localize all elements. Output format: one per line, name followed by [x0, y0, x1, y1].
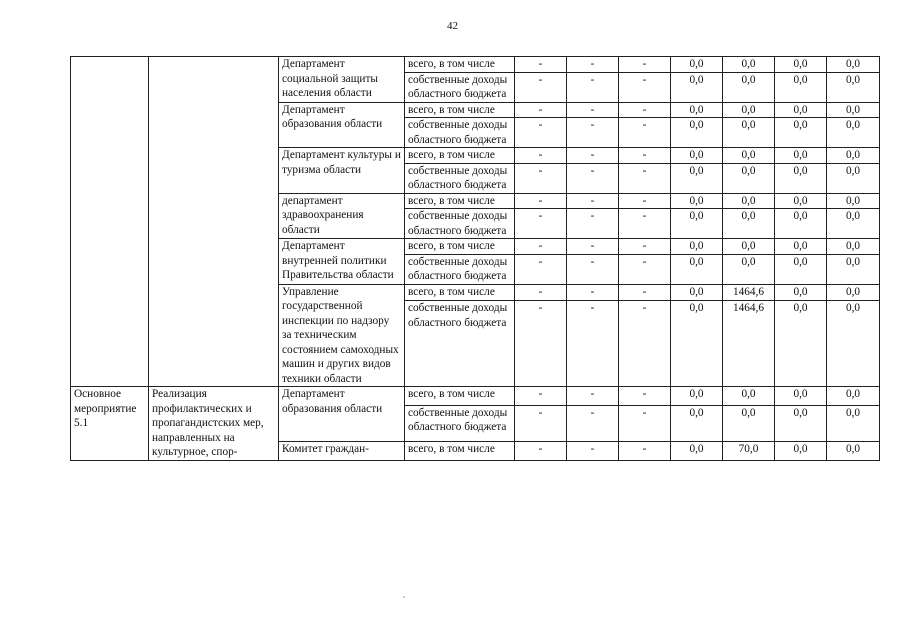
- value-cell: 0,0: [671, 387, 723, 406]
- value-cell: -: [619, 209, 671, 239]
- value-cell: -: [619, 301, 671, 387]
- value-cell: 0,0: [827, 193, 880, 209]
- value-cell: -: [619, 441, 671, 460]
- value-cell: 0,0: [775, 148, 827, 164]
- value-cell: -: [567, 163, 619, 193]
- department-cell: Управление государственной инспекции по надзору за техническим состоянием самоходных машин и других видов техники области: [279, 284, 405, 387]
- value-cell: 0,0: [827, 163, 880, 193]
- value-cell: 0,0: [827, 118, 880, 148]
- value-cell: 0,0: [775, 239, 827, 255]
- value-cell: -: [515, 118, 567, 148]
- value-cell: 0,0: [723, 254, 775, 284]
- value-cell: 0,0: [671, 148, 723, 164]
- source-own: собственные доходы областного бюджета: [405, 254, 515, 284]
- value-cell: -: [619, 239, 671, 255]
- value-cell: 0,0: [671, 441, 723, 460]
- value-cell: 0,0: [671, 163, 723, 193]
- scan-speck: [403, 596, 405, 598]
- source-total: всего, в том числе: [405, 148, 515, 164]
- value-cell: 0,0: [827, 405, 880, 441]
- department-cell: Департамент образования области: [279, 102, 405, 148]
- value-cell: 0,0: [723, 57, 775, 73]
- value-cell: -: [619, 72, 671, 102]
- value-cell: 0,0: [671, 102, 723, 118]
- value-cell: -: [515, 163, 567, 193]
- value-cell: 0,0: [827, 72, 880, 102]
- value-cell: -: [515, 405, 567, 441]
- value-cell: -: [567, 118, 619, 148]
- value-cell: -: [515, 72, 567, 102]
- value-cell: 0,0: [723, 72, 775, 102]
- value-cell: 0,0: [671, 239, 723, 255]
- value-cell: 0,0: [775, 441, 827, 460]
- source-own: собственные доходы областного бюджета: [405, 405, 515, 441]
- value-cell: 1464,6: [723, 301, 775, 387]
- value-cell: -: [619, 405, 671, 441]
- value-cell: 0,0: [723, 209, 775, 239]
- value-cell: 0,0: [671, 284, 723, 301]
- value-cell: -: [515, 387, 567, 406]
- source-total: всего, в том числе: [405, 193, 515, 209]
- table-row: [71, 387, 880, 406]
- value-cell: -: [515, 102, 567, 118]
- value-cell: -: [567, 254, 619, 284]
- department-cell: Департамент внутренней политики Правительства области: [279, 239, 405, 285]
- source-total: всего, в том числе: [405, 102, 515, 118]
- value-cell: 0,0: [723, 193, 775, 209]
- department-cell: департамент здравоохранения области: [279, 193, 405, 239]
- value-cell: -: [515, 441, 567, 460]
- empty-title-cell: [149, 57, 279, 387]
- value-cell: -: [567, 405, 619, 441]
- value-cell: 0,0: [775, 301, 827, 387]
- value-cell: 1464,6: [723, 284, 775, 301]
- value-cell: 0,0: [723, 405, 775, 441]
- empty-measure-cell: [71, 57, 149, 387]
- value-cell: -: [567, 441, 619, 460]
- value-cell: -: [619, 118, 671, 148]
- value-cell: 0,0: [671, 254, 723, 284]
- value-cell: 70,0: [723, 441, 775, 460]
- department-cell: Департамент социальной защиты населения области: [279, 57, 405, 103]
- value-cell: 0,0: [775, 209, 827, 239]
- value-cell: -: [567, 284, 619, 301]
- source-total: всего, в том числе: [405, 387, 515, 406]
- value-cell: -: [567, 72, 619, 102]
- source-total: всего, в том числе: [405, 441, 515, 460]
- source-own: собственные доходы областного бюджета: [405, 118, 515, 148]
- value-cell: -: [567, 387, 619, 406]
- value-cell: -: [515, 193, 567, 209]
- value-cell: -: [515, 148, 567, 164]
- value-cell: -: [515, 57, 567, 73]
- value-cell: 0,0: [827, 441, 880, 460]
- value-cell: 0,0: [775, 193, 827, 209]
- measure-label: Основное мероприятие 5.1: [71, 387, 149, 461]
- value-cell: -: [619, 193, 671, 209]
- value-cell: -: [567, 193, 619, 209]
- department-cell: Департамент образования области: [279, 387, 405, 442]
- value-cell: -: [619, 387, 671, 406]
- value-cell: -: [567, 57, 619, 73]
- value-cell: 0,0: [671, 209, 723, 239]
- value-cell: 0,0: [723, 163, 775, 193]
- value-cell: -: [567, 148, 619, 164]
- department-cell: Комитет граждан-: [279, 441, 405, 460]
- value-cell: 0,0: [775, 387, 827, 406]
- value-cell: -: [567, 102, 619, 118]
- value-cell: 0,0: [671, 72, 723, 102]
- value-cell: 0,0: [827, 301, 880, 387]
- value-cell: 0,0: [775, 254, 827, 284]
- value-cell: 0,0: [827, 387, 880, 406]
- value-cell: 0,0: [775, 72, 827, 102]
- value-cell: -: [515, 209, 567, 239]
- value-cell: -: [619, 148, 671, 164]
- value-cell: 0,0: [827, 254, 880, 284]
- value-cell: 0,0: [671, 405, 723, 441]
- value-cell: 0,0: [775, 57, 827, 73]
- value-cell: -: [515, 301, 567, 387]
- value-cell: 0,0: [775, 284, 827, 301]
- value-cell: -: [619, 254, 671, 284]
- source-own: собственные доходы областного бюджета: [405, 72, 515, 102]
- value-cell: 0,0: [723, 118, 775, 148]
- source-own: собственные доходы областного бюджета: [405, 209, 515, 239]
- value-cell: 0,0: [827, 209, 880, 239]
- measure-title: Реализация профилактических и пропагандистских мер, направленных на культурное, спор-: [149, 387, 279, 461]
- value-cell: -: [619, 284, 671, 301]
- value-cell: -: [515, 239, 567, 255]
- value-cell: -: [567, 209, 619, 239]
- value-cell: -: [619, 163, 671, 193]
- value-cell: -: [515, 284, 567, 301]
- value-cell: -: [619, 57, 671, 73]
- value-cell: 0,0: [671, 57, 723, 73]
- value-cell: 0,0: [671, 118, 723, 148]
- value-cell: 0,0: [827, 148, 880, 164]
- value-cell: 0,0: [827, 102, 880, 118]
- value-cell: 0,0: [723, 387, 775, 406]
- value-cell: -: [567, 301, 619, 387]
- value-cell: -: [619, 102, 671, 118]
- value-cell: -: [567, 239, 619, 255]
- value-cell: 0,0: [827, 284, 880, 301]
- source-own: собственные доходы областного бюджета: [405, 301, 515, 387]
- source-total: всего, в том числе: [405, 239, 515, 255]
- value-cell: 0,0: [723, 148, 775, 164]
- value-cell: 0,0: [723, 239, 775, 255]
- page-number: 42: [447, 20, 458, 32]
- value-cell: 0,0: [775, 405, 827, 441]
- value-cell: 0,0: [671, 193, 723, 209]
- value-cell: 0,0: [671, 301, 723, 387]
- department-cell: Департамент культуры и туризма области: [279, 148, 405, 194]
- table-row: [71, 57, 880, 73]
- value-cell: 0,0: [827, 57, 880, 73]
- source-total: всего, в том числе: [405, 57, 515, 73]
- budget-table: [70, 56, 880, 461]
- value-cell: 0,0: [775, 163, 827, 193]
- source-own: собственные доходы областного бюджета: [405, 163, 515, 193]
- value-cell: 0,0: [827, 239, 880, 255]
- source-total: всего, в том числе: [405, 284, 515, 301]
- value-cell: 0,0: [775, 102, 827, 118]
- value-cell: 0,0: [723, 102, 775, 118]
- value-cell: -: [515, 254, 567, 284]
- value-cell: 0,0: [775, 118, 827, 148]
